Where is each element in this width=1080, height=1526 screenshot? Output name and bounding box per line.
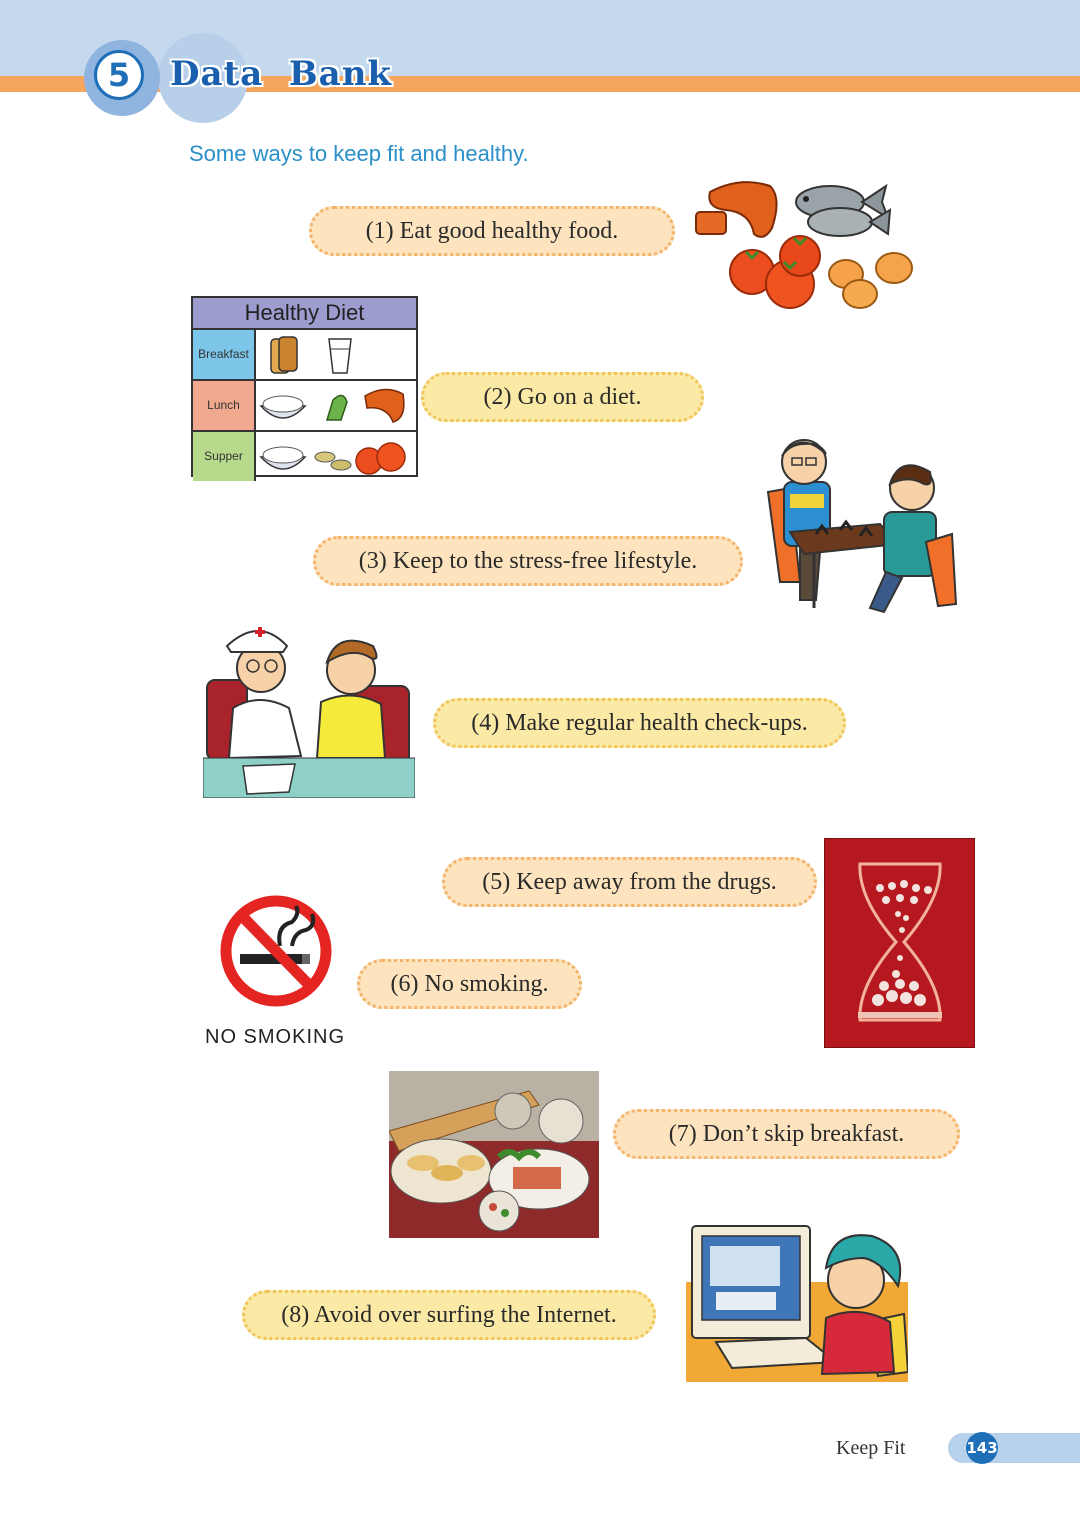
section-title: Data Bank (170, 54, 392, 94)
tip-6: (6) No smoking. (357, 959, 582, 1009)
tip-2: (2) Go on a diet. (421, 372, 704, 422)
tip-5: (5) Keep away from the drugs. (442, 857, 817, 907)
tip-1: (1) Eat good healthy food. (309, 206, 675, 256)
tip-4: (4) Make regular health check-ups. (433, 698, 846, 748)
diet-row-lunch (193, 381, 416, 432)
tip-8: (8) Avoid over surfing the Internet. (242, 1290, 656, 1340)
breakfast-photo (389, 1071, 599, 1238)
bread-milk-icon (259, 333, 409, 377)
internet-surfing-illustration (686, 1222, 908, 1382)
diet-meal-label: Breakfast (193, 330, 256, 379)
tip-7: (7) Don’t skip breakfast. (613, 1109, 960, 1159)
section-number: 5 (107, 56, 131, 94)
page-number: 143 (966, 1439, 998, 1457)
tip-3: (3) Keep to the stress-free lifestyle. (313, 536, 743, 586)
meat-icon (696, 182, 777, 237)
fish-icon (796, 186, 890, 236)
diet-meal-label: Lunch (193, 381, 256, 430)
healthy-diet-table (191, 296, 418, 477)
anti-drug-poster (824, 838, 975, 1048)
healthy-food-illustration (690, 172, 922, 314)
rice-beans-tomato-icon (257, 435, 413, 479)
tomato-icon (730, 236, 820, 308)
diet-row-breakfast (193, 330, 416, 381)
no-smoking-caption: NO SMOKING (205, 1026, 346, 1048)
diet-row-supper (193, 432, 416, 481)
rice-vegetable-meat-icon (257, 384, 413, 428)
intro-text: Some ways to keep fit and healthy. (189, 141, 529, 166)
diet-meal-label: Supper (193, 432, 256, 481)
egg-icon (829, 253, 912, 308)
chess-players-illustration (760, 432, 960, 632)
diet-table-title: Healthy Diet (193, 298, 416, 330)
no-smoking-icon (218, 892, 336, 1010)
unit-name: Keep Fit (836, 1437, 906, 1459)
doctor-checkup-illustration (203, 616, 415, 798)
